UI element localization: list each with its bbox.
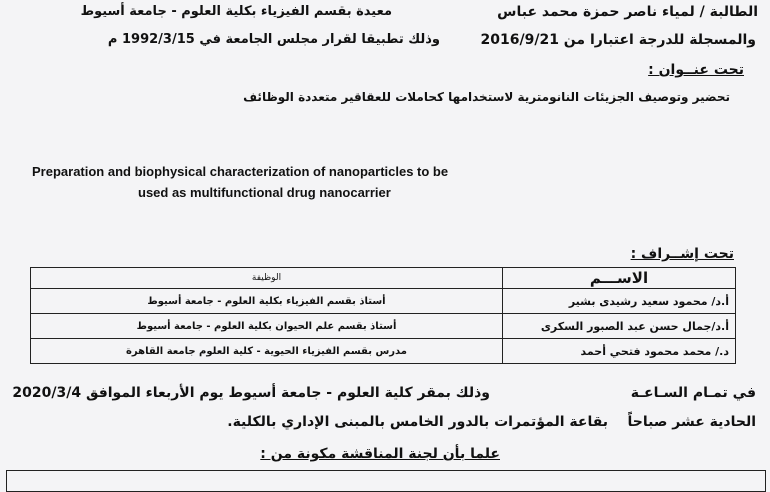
table-header-row: [31, 268, 736, 289]
student-name-line: الطالبة / لمياء ناصر حمزة محمد عباس: [497, 4, 758, 20]
student-affiliation-line: معيدة بقسم الفيزياء بكلية العلوم - جامعة أسيوط: [80, 4, 392, 19]
header-position: الوظيفة: [31, 268, 503, 289]
bottom-table-border: [6, 470, 766, 492]
arabic-thesis-title: تحضير وتوصيف الجزيئات النانومترية لاستخدامها كحاملات للعقاقير متعددة الوظائف: [243, 90, 730, 104]
title-label: تحت عنــوان :: [648, 62, 744, 78]
english-thesis-title-line-1: Preparation and biophysical characterization of nanoparticles to be: [32, 164, 449, 179]
supervisor-name: أ.د/ محمود سعيد رشيدى بشير: [503, 289, 736, 314]
supervisor-position: أستاذ بقسم الفيزياء بكلية العلوم - جامعة أسيوط: [31, 289, 503, 314]
registration-date-line: والمسجلة للدرجة اعتبارا من 2016/9/21: [480, 32, 756, 48]
supervisor-position: أستاذ بقسم علم الحيوان بكلية العلوم - جامعة أسيوط: [31, 314, 503, 339]
committee-label: علما بأن لجنة المناقشة مكونة من :: [260, 446, 500, 462]
supervisor-position: مدرس بقسم الفيزياء الحيوية - كلية العلوم جامعة القاهرة: [31, 339, 503, 364]
table-row: [31, 339, 736, 364]
defense-location-line: وذلك بمقر كلية العلوم - جامعة أسيوط يوم الأربعاء الموافق 2020/3/4: [12, 385, 490, 401]
supervisors-table: [30, 267, 736, 364]
supervision-label: تحت إشــراف :: [630, 246, 734, 262]
header-name: الاســـم: [503, 268, 736, 289]
supervisor-name: أ.د/جمال حسن عبد الصبور السكرى: [503, 314, 736, 339]
table-row: [31, 314, 736, 339]
council-decision-line: وذلك تطبيقا لقرار مجلس الجامعة في 1992/3/15 م: [107, 32, 440, 47]
supervisor-name: د./ محمد محمود فتحي أحمد: [503, 339, 736, 364]
defense-time-label: في تمـام السـاعـة: [630, 385, 756, 401]
defense-hall-line: الحادية عشر صباحاً بقاعة المؤتمرات بالدور الخامس بالمبنى الإداري بالكلية.: [227, 414, 756, 430]
english-thesis-title-line-2: used as multifunctional drug nanocarrier: [138, 185, 391, 200]
table-row: [31, 289, 736, 314]
